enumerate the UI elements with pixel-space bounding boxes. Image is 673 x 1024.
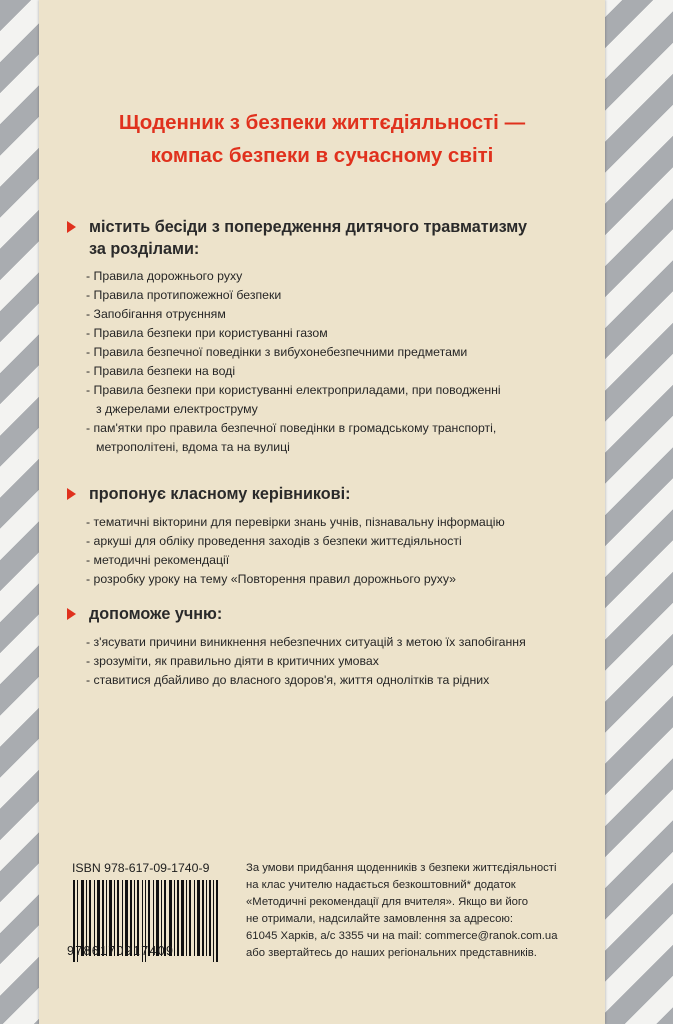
title-line-2: компас безпеки в сучасному світі — [150, 144, 494, 167]
list-item: - Правила протипожежної безпеки — [86, 288, 282, 302]
section-list — [67, 267, 587, 457]
list-item: - пам'ятки про правила безпечної поведінки в громадському транспорті, — [86, 421, 497, 435]
teacher-offer-note: За умови придбання щоденників з безпеки життєдіяльності на клас учителю надається безкоштовний* додаток «Методичні рекомендації для вчителя». Якщо ви його не отримали, надсилайте замовлення за адресою: 61045 Харків, а/с 3355 чи на mail: commerce@ranok.com.ua або звертайтесь до наших регіональних представників. — [246, 862, 558, 959]
section-for-teacher — [67, 483, 587, 589]
section-list — [67, 513, 587, 589]
section-list — [67, 633, 587, 690]
list-item: - Правила дорожнього руху — [86, 269, 243, 283]
list-item: - ставитися дбайливо до власного здоров'я, життя однолітків та рідних — [86, 673, 490, 687]
back-cover-panel — [39, 0, 605, 1024]
section-heading: допоможе учню: — [67, 603, 587, 625]
red-triangle-icon — [67, 488, 76, 500]
list-item: метрополітені, вдома та на вулиці — [96, 440, 290, 454]
list-item: - Правила безпеки при користуванні електроприладами, при поводженні — [86, 383, 501, 397]
cover-title — [39, 106, 605, 172]
red-triangle-icon — [67, 608, 76, 620]
isbn-label: ISBN 978-617-09-1740-9 — [72, 861, 210, 875]
title-line-1: Щоденник з безпеки життєдіяльності — — [118, 111, 526, 134]
list-item: - Правила безпеки при користуванні газом — [86, 326, 328, 340]
list-item: - Правила безпечної поведінки з вибухонебезпечними предметами — [86, 345, 468, 359]
list-item: - методичні рекомендації — [86, 553, 230, 567]
list-item: з джерелами електроструму — [96, 402, 258, 416]
barcode-digits: 9786170917409 — [67, 944, 175, 958]
list-item: - тематичні вікторини для перевірки знань учнів, пізнавальну інформацію — [86, 515, 505, 529]
red-triangle-icon — [67, 221, 76, 233]
section-heading: містить бесіди з попередження дитячого травматизму за розділами: — [67, 216, 587, 260]
section-for-student — [67, 603, 587, 690]
list-item: - Запобігання отруєнням — [86, 307, 226, 321]
section-heading: пропонує класному керівникові: — [67, 483, 587, 505]
list-item: - Правила безпеки на воді — [86, 364, 236, 378]
barcode — [67, 860, 227, 964]
list-item: - з'ясувати причини виникнення небезпечних ситуацій з метою їх запобігання — [86, 635, 526, 649]
list-item: - розробку уроку на тему «Повторення правил дорожнього руху» — [86, 572, 456, 586]
list-item: - аркуші для обліку проведення заходів з безпеки життєдіяльності — [86, 534, 462, 548]
section-contents — [67, 216, 587, 457]
list-item: - зрозуміти, як правильно діяти в критичних умовах — [86, 654, 379, 668]
